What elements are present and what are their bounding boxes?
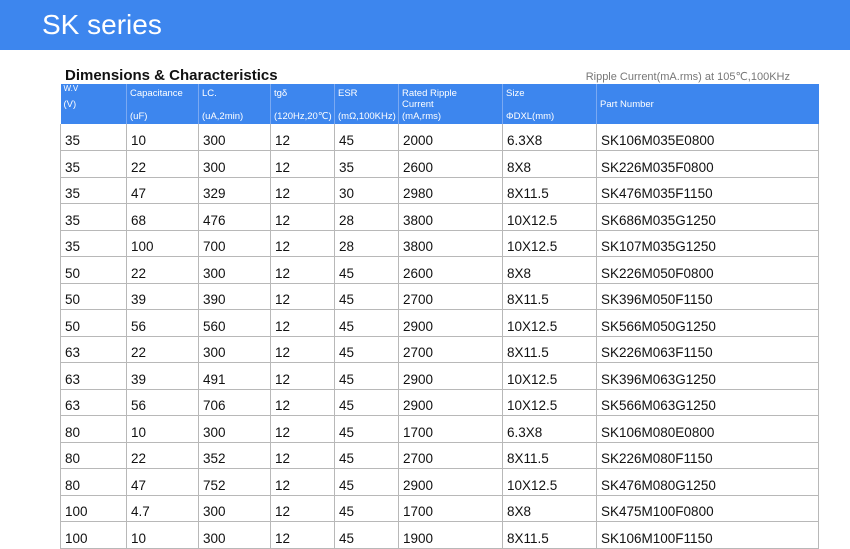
ripple-current-note: Ripple Current(mA.rms) at 105℃,100KHz <box>585 71 790 83</box>
cell-voltage: 63 <box>61 336 127 363</box>
cell-size: 8X8 <box>503 151 597 178</box>
cell-size: 10X12.5 <box>503 389 597 416</box>
table-row <box>61 363 819 390</box>
cell-capacitance: 22 <box>127 151 199 178</box>
cell-dissipation-factor: 12 <box>271 469 335 496</box>
cell-capacitance: 10 <box>127 522 199 549</box>
cell-esr: 28 <box>335 230 399 257</box>
cell-part-number: SK396M063G1250 <box>597 363 819 390</box>
page-title: SK series <box>42 9 162 40</box>
cell-esr: 45 <box>335 416 399 443</box>
table-row <box>61 230 819 257</box>
title-banner <box>0 0 850 50</box>
cell-size: 6.3X8 <box>503 416 597 443</box>
cell-leakage-current: 300 <box>199 151 271 178</box>
cell-esr: 45 <box>335 522 399 549</box>
cell-esr: 30 <box>335 177 399 204</box>
header-esr <box>335 84 399 124</box>
cell-part-number: SK106M035E0800 <box>597 124 819 151</box>
cell-dissipation-factor: 12 <box>271 230 335 257</box>
cell-leakage-current: 300 <box>199 336 271 363</box>
cell-esr: 45 <box>335 389 399 416</box>
cell-capacitance: 22 <box>127 336 199 363</box>
cell-dissipation-factor: 12 <box>271 151 335 178</box>
table-row <box>61 283 819 310</box>
header-label: LC. <box>202 88 217 99</box>
cell-dissipation-factor: 12 <box>271 310 335 337</box>
cell-voltage: 35 <box>61 124 127 151</box>
table-row <box>61 204 819 231</box>
cell-dissipation-factor: 12 <box>271 416 335 443</box>
table-row <box>61 336 819 363</box>
table-row <box>61 177 819 204</box>
cell-size: 6.3X8 <box>503 124 597 151</box>
header-size <box>503 84 597 124</box>
cell-voltage: 100 <box>61 495 127 522</box>
cell-capacitance: 47 <box>127 469 199 496</box>
table-row <box>61 124 819 151</box>
cell-dissipation-factor: 12 <box>271 389 335 416</box>
cell-size: 8X11.5 <box>503 177 597 204</box>
cell-size: 8X8 <box>503 257 597 284</box>
cell-part-number: SK226M050F0800 <box>597 257 819 284</box>
cell-capacitance: 39 <box>127 363 199 390</box>
cell-ripple-current: 2900 <box>399 363 503 390</box>
cell-voltage: 35 <box>61 230 127 257</box>
cell-ripple-current: 2000 <box>399 124 503 151</box>
characteristics-table <box>60 84 819 549</box>
header-label: W.V <box>63 84 79 93</box>
cell-ripple-current: 2900 <box>399 469 503 496</box>
cell-dissipation-factor: 12 <box>271 177 335 204</box>
header-label: Capacitance <box>130 88 183 99</box>
cell-esr: 45 <box>335 283 399 310</box>
cell-capacitance: 10 <box>127 416 199 443</box>
cell-capacitance: 56 <box>127 389 199 416</box>
cell-ripple-current: 2600 <box>399 257 503 284</box>
cell-leakage-current: 706 <box>199 389 271 416</box>
cell-dissipation-factor: 12 <box>271 442 335 469</box>
cell-esr: 45 <box>335 124 399 151</box>
header-leakage-current <box>199 84 271 124</box>
header-part-number <box>597 84 819 124</box>
header-dissipation-factor <box>271 84 335 124</box>
header-label-line2: Current <box>402 99 434 110</box>
cell-leakage-current: 329 <box>199 177 271 204</box>
table-row <box>61 257 819 284</box>
cell-size: 8X8 <box>503 495 597 522</box>
section-title: Dimensions & Characteristics <box>65 67 278 84</box>
header-unit: (mΩ,100KHz) <box>338 111 396 122</box>
cell-leakage-current: 491 <box>199 363 271 390</box>
cell-ripple-current: 3800 <box>399 230 503 257</box>
cell-leakage-current: 300 <box>199 522 271 549</box>
cell-dissipation-factor: 12 <box>271 257 335 284</box>
cell-voltage: 35 <box>61 177 127 204</box>
cell-ripple-current: 1700 <box>399 495 503 522</box>
cell-size: 8X11.5 <box>503 522 597 549</box>
cell-capacitance: 39 <box>127 283 199 310</box>
header-label: Size <box>506 88 525 99</box>
cell-voltage: 63 <box>61 389 127 416</box>
cell-part-number: SK226M035F0800 <box>597 151 819 178</box>
cell-size: 10X12.5 <box>503 310 597 337</box>
cell-dissipation-factor: 12 <box>271 283 335 310</box>
cell-ripple-current: 2600 <box>399 151 503 178</box>
cell-capacitance: 10 <box>127 124 199 151</box>
cell-leakage-current: 752 <box>199 469 271 496</box>
table-row <box>61 389 819 416</box>
cell-leakage-current: 560 <box>199 310 271 337</box>
cell-dissipation-factor: 12 <box>271 363 335 390</box>
cell-part-number: SK226M080F1150 <box>597 442 819 469</box>
header-rated-ripple-current <box>399 84 503 124</box>
header-unit: (mA,rms) <box>402 111 442 122</box>
cell-leakage-current: 352 <box>199 442 271 469</box>
cell-capacitance: 22 <box>127 442 199 469</box>
header-unit: (120Hz,20℃) <box>274 111 332 122</box>
cell-leakage-current: 390 <box>199 283 271 310</box>
header-label: Part Number <box>600 99 654 110</box>
table-row <box>61 469 819 496</box>
cell-leakage-current: 300 <box>199 416 271 443</box>
cell-ripple-current: 2700 <box>399 442 503 469</box>
cell-esr: 45 <box>335 310 399 337</box>
cell-capacitance: 100 <box>127 230 199 257</box>
cell-voltage: 35 <box>61 204 127 231</box>
cell-part-number: SK686M035G1250 <box>597 204 819 231</box>
header-label: Rated Ripple <box>402 88 457 99</box>
cell-esr: 45 <box>335 469 399 496</box>
cell-ripple-current: 2700 <box>399 283 503 310</box>
cell-ripple-current: 1900 <box>399 522 503 549</box>
cell-part-number: SK106M080E0800 <box>597 416 819 443</box>
table-body <box>61 124 819 548</box>
cell-size: 8X11.5 <box>503 283 597 310</box>
cell-size: 10X12.5 <box>503 230 597 257</box>
table-row <box>61 151 819 178</box>
cell-ripple-current: 2900 <box>399 389 503 416</box>
cell-part-number: SK476M035F1150 <box>597 177 819 204</box>
table-row <box>61 495 819 522</box>
cell-leakage-current: 300 <box>199 124 271 151</box>
header-label: tgδ <box>274 88 288 99</box>
cell-leakage-current: 300 <box>199 495 271 522</box>
header-unit: (uF) <box>130 111 148 122</box>
cell-capacitance: 68 <box>127 204 199 231</box>
cell-part-number: SK226M063F1150 <box>597 336 819 363</box>
cell-dissipation-factor: 12 <box>271 204 335 231</box>
cell-ripple-current: 2700 <box>399 336 503 363</box>
cell-ripple-current: 2980 <box>399 177 503 204</box>
cell-voltage: 50 <box>61 283 127 310</box>
header-label: ESR <box>338 88 358 99</box>
cell-dissipation-factor: 12 <box>271 336 335 363</box>
cell-voltage: 80 <box>61 416 127 443</box>
cell-leakage-current: 300 <box>199 257 271 284</box>
cell-capacitance: 56 <box>127 310 199 337</box>
cell-esr: 45 <box>335 495 399 522</box>
cell-ripple-current: 3800 <box>399 204 503 231</box>
cell-esr: 45 <box>335 363 399 390</box>
cell-voltage: 35 <box>61 151 127 178</box>
table-row <box>61 522 819 549</box>
cell-part-number: SK566M050G1250 <box>597 310 819 337</box>
cell-voltage: 100 <box>61 522 127 549</box>
cell-dissipation-factor: 12 <box>271 124 335 151</box>
cell-esr: 28 <box>335 204 399 231</box>
cell-part-number: SK396M050F1150 <box>597 283 819 310</box>
cell-voltage: 80 <box>61 469 127 496</box>
cell-esr: 35 <box>335 151 399 178</box>
cell-ripple-current: 1700 <box>399 416 503 443</box>
cell-capacitance: 22 <box>127 257 199 284</box>
header-working-voltage <box>61 84 127 124</box>
cell-voltage: 80 <box>61 442 127 469</box>
table-header-row <box>61 84 819 124</box>
header-capacitance <box>127 84 199 124</box>
cell-capacitance: 47 <box>127 177 199 204</box>
table-row <box>61 442 819 469</box>
cell-part-number: SK107M035G1250 <box>597 230 819 257</box>
cell-esr: 45 <box>335 257 399 284</box>
cell-part-number: SK106M100F1150 <box>597 522 819 549</box>
cell-dissipation-factor: 12 <box>271 522 335 549</box>
cell-voltage: 50 <box>61 257 127 284</box>
cell-voltage: 50 <box>61 310 127 337</box>
table-row <box>61 310 819 337</box>
cell-size: 8X11.5 <box>503 336 597 363</box>
cell-size: 8X11.5 <box>503 442 597 469</box>
cell-esr: 45 <box>335 336 399 363</box>
cell-dissipation-factor: 12 <box>271 495 335 522</box>
cell-part-number: SK476M080G1250 <box>597 469 819 496</box>
header-unit: ΦDXL(mm) <box>506 111 555 122</box>
cell-part-number: SK475M100F0800 <box>597 495 819 522</box>
cell-leakage-current: 476 <box>199 204 271 231</box>
cell-ripple-current: 2900 <box>399 310 503 337</box>
header-unit: (V) <box>63 99 77 110</box>
cell-esr: 45 <box>335 442 399 469</box>
header-unit: (uA,2min) <box>202 111 244 122</box>
cell-part-number: SK566M063G1250 <box>597 389 819 416</box>
cell-capacitance: 4.7 <box>127 495 199 522</box>
cell-size: 10X12.5 <box>503 204 597 231</box>
cell-size: 10X12.5 <box>503 469 597 496</box>
cell-leakage-current: 700 <box>199 230 271 257</box>
cell-size: 10X12.5 <box>503 363 597 390</box>
table-row <box>61 416 819 443</box>
cell-voltage: 63 <box>61 363 127 390</box>
